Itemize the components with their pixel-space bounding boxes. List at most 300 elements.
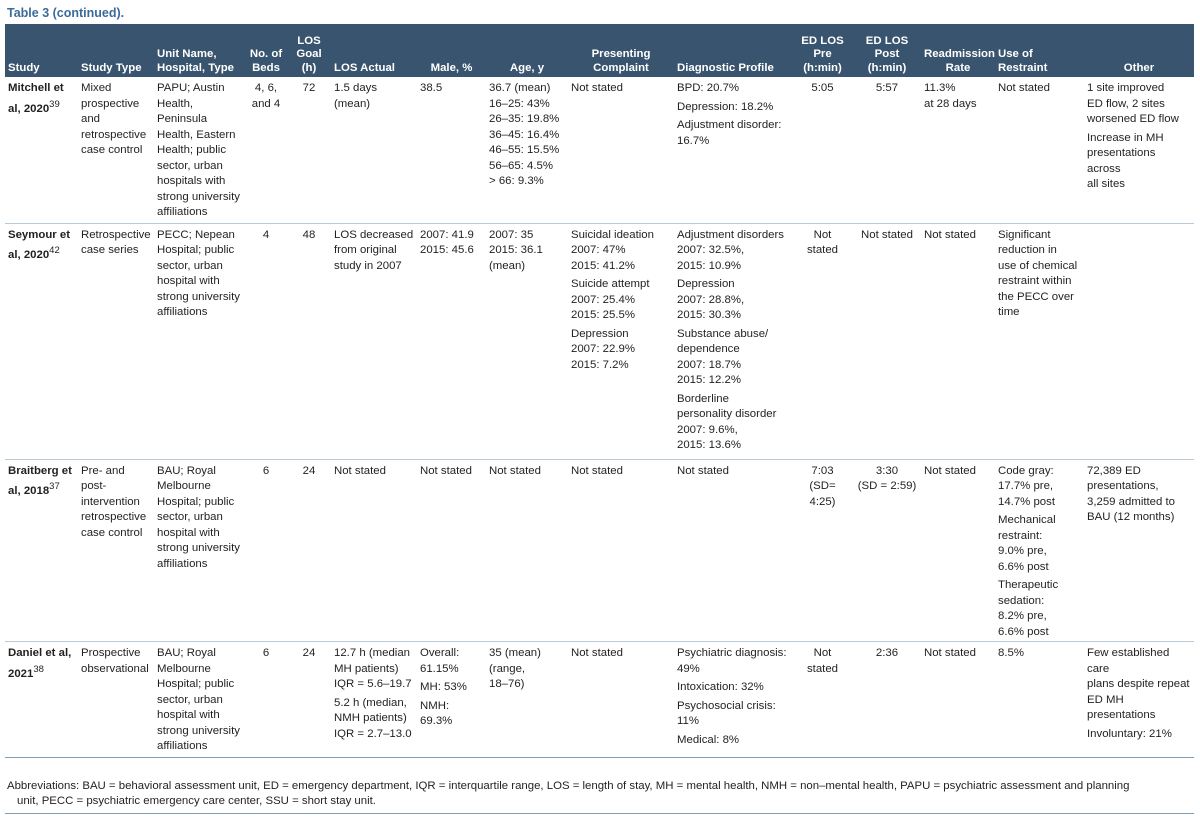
cell-text: 3,259 admitted to [1087,495,1176,508]
cell-text: strong university [157,290,240,303]
cell-group [334,81,414,112]
cell-text: Psychosocial crisis: [677,699,776,712]
cell-text: 17.7% pre, [998,480,1054,492]
cell-text: Code gray: [998,464,1054,477]
cell-text: Depression [677,278,735,290]
cell-los-actual [331,459,417,642]
cell-text: 2007: 28.8%, [677,293,745,306]
cell-age [486,77,568,223]
cell-text: 5:57 [875,82,899,94]
cell-text: Melbourne [157,662,211,675]
data-table [5,24,1194,758]
cell-text: and 4 [251,97,281,110]
cell-text: hospital with [157,526,220,539]
cell-text: 2015: 36.1 [489,244,543,256]
abbreviations-note [7,779,1187,809]
table-row [5,223,1194,459]
cell-group [677,81,789,97]
column-header-text: Rate [945,61,971,74]
column-header-ed-pre [792,24,853,77]
cell-text: Therapeutic [998,579,1059,591]
cell-ed-pre [792,223,853,459]
cell-text: (range, [489,662,526,675]
cell-text: case control [81,526,143,539]
cell-text: 6.6% post [998,625,1049,638]
cell-text: 14.7% post [998,495,1055,508]
cell-unit [154,459,245,642]
cell-text: Adjustment disorder: [677,119,782,131]
cell-text: 2015: 45.6 [420,244,474,256]
cell-text: Not stated [571,82,623,94]
column-header-ed-post [853,24,921,77]
cell-group [677,646,789,677]
reference-number: 38 [33,663,44,675]
cell-text: 2015: 10.9% [677,259,741,272]
cell-group [998,578,1081,640]
column-header-text: (h:min) [867,61,907,74]
cell-group [1087,727,1191,743]
cell-text: Not stated [861,228,913,241]
cell-text: Pre- and [81,464,125,477]
cell-text: 2015: 30.3% [677,309,741,321]
cell-text: 16–25: 43% [489,97,550,110]
cell-group [1087,131,1191,193]
cell-group [571,646,671,662]
cell-group [489,81,565,190]
cell-text: 56–65: 4.5% [489,159,553,172]
cell-text: Not [813,647,832,659]
column-header-los-goal [287,24,331,77]
column-header-text: LOS [297,34,321,47]
cell-text: reduction in [998,244,1057,256]
cell-ed-pre [792,642,853,758]
column-header-los-actual [331,24,417,77]
column-header-age [486,24,568,77]
cell-group [677,464,789,480]
cell-text: Health; public [157,144,227,156]
cell-group [998,81,1081,97]
cell-text: 1.5 days [334,82,378,94]
cell-readmission [921,223,995,459]
cell-text: presentations, [1087,480,1159,492]
cell-text: sector, urban [157,259,223,272]
cell-other [1084,223,1194,459]
cell-text: retrospective [81,511,147,523]
cell-text: Intoxication: 32% [677,681,764,693]
cell-group [1087,646,1191,724]
cell-unit [154,642,245,758]
cell-text: Medical: 8% [677,733,740,746]
cell-male [417,459,486,642]
cell-text: ED flow, 2 sites [1087,97,1165,110]
cell-text: Not stated [677,464,729,477]
cell-diagnostic [674,459,792,642]
cell-text: 2015: 41.2% [571,259,635,272]
cell-group [924,464,992,480]
table-row [5,459,1194,642]
cell-text: 6.6% post [998,560,1049,573]
column-header-readmission [921,24,995,77]
cell-text: PAPU; Austin [157,82,225,94]
cell-text: Adjustment disorders [677,228,784,241]
cell-text: BAU; Royal [157,647,216,659]
cell-text: (SD= 4:25) [809,480,836,508]
cell-text: 24 [302,464,316,477]
cell-restraint [995,77,1084,223]
cell-text: 49% [677,662,700,675]
cell-group [334,646,414,693]
reference-number: 42 [49,245,60,256]
cell-text: 72,389 ED [1087,464,1141,477]
cell-text: BAU; Royal [157,464,216,477]
column-header-text: Complaint [593,61,649,74]
cell-text: 61.15% [420,662,459,675]
cell-text: 2:36 [875,647,899,659]
cell-readmission [921,642,995,758]
cell-text: observational [81,662,149,675]
cell-beds [245,459,287,642]
cell-text: 1 site improved [1087,82,1165,94]
column-header-text: Use of Restraint [998,48,1048,74]
cell-text: 38.5 [420,82,443,94]
cell-text: 26–35: 19.8% [489,113,560,125]
cell-text: the PECC over [998,290,1074,303]
cell-text: (mean) [334,97,371,110]
table-row [5,77,1194,223]
cell-text: intervention [81,495,140,508]
cell-text: at 28 days [924,97,977,110]
cell-text: presentations across [1087,147,1156,175]
study-name: Daniel et al, 2021 [8,647,72,680]
cell-text: from original [334,244,397,256]
column-header-text: Diagnostic Profile [677,61,774,74]
cell-text: 5.2 h (median, [334,696,407,709]
cell-text: personality disorder [677,408,777,420]
cell-group [924,81,992,112]
cell-text: 2007: 32.5%, [677,244,745,256]
cell-text: Substance abuse/ [677,327,769,340]
cell-text: 6 [262,464,270,477]
cell-group [998,228,1081,321]
column-header-diagnostic [674,24,792,77]
cell-group [420,699,483,730]
cell-study-type [78,459,154,642]
cell-text: 2007: 47% [571,244,626,256]
cell-other [1084,77,1194,223]
header-row [5,24,1194,77]
cell-group [334,464,414,480]
cell-text: MH: 53% [420,681,467,693]
column-header-text: Pre [813,48,832,60]
cell-text: hospitals with [157,175,226,187]
study-name: Mitchell et al, 2020 [8,82,64,115]
cell-text: case control [81,144,143,156]
cell-text: 8.2% pre, [998,610,1047,622]
cell-group [420,464,483,480]
cell-beds [245,223,287,459]
cell-text: Health, Eastern [157,128,236,141]
column-header-text: No. of [249,48,283,60]
cell-text: Depression [571,327,629,340]
cell-text: Not stated [489,464,541,477]
cell-text: Hospital; public [157,495,235,508]
cell-text: retrospective [81,128,147,141]
cell-text: 2015: 7.2% [571,358,629,371]
cell-text: NMH patients) [334,712,407,724]
cell-text: time [998,306,1020,318]
cell-text: restraint: [998,529,1043,542]
cell-group [489,464,565,480]
column-header-text: Age, y [509,61,545,74]
cell-complaint [568,642,674,758]
column-header-text: Readmission [924,48,995,60]
column-header-text: Hospital, Type [157,61,235,74]
cell-text: sedation: [998,594,1045,607]
cell-study-type [78,642,154,758]
cell-group [571,81,671,97]
cell-text: 4 [262,228,270,241]
cell-text: Not stated [924,228,976,241]
cell-los-goal [287,77,331,223]
cell-text: 2015: 25.5% [571,309,635,321]
cell-text: > 66: 9.3% [489,175,544,187]
cell-text: 2007: 41.9 [420,228,474,241]
cell-restraint [995,642,1084,758]
cell-text: affiliations [157,206,208,218]
cell-text: and [81,113,101,125]
cell-text: restraint within [998,275,1072,287]
cell-text: 35 (mean) [489,647,541,659]
cell-complaint [568,459,674,642]
cell-group [998,464,1081,511]
cell-text: Significant [998,228,1051,241]
cell-restraint [995,223,1084,459]
column-header-text: Unit Name, [157,48,217,60]
cell-text: 3:30 [875,464,899,477]
cell-group [677,680,789,696]
cell-text: Prospective [81,647,141,659]
cell-text: (SD = 2:59) [857,480,917,492]
cell-text: Melbourne [157,480,211,492]
cell-text: Not stated [924,647,976,659]
column-header-text: Study [8,61,40,74]
cell-complaint [568,223,674,459]
cell-text: MH patients) [334,662,399,675]
cell-text: Involuntary: 21% [1087,727,1172,740]
cell-group [677,100,789,116]
cell-text: use of chemical [998,259,1078,272]
cell-ed-post [853,223,921,459]
cell-text: Suicidal ideation [571,228,654,241]
cell-text: 2007: 22.9% [571,343,635,355]
cell-group [571,464,671,480]
cell-los-actual [331,77,417,223]
cell-age [486,223,568,459]
cell-male [417,223,486,459]
cell-text: Health, [157,97,194,110]
cell-text: Not stated [334,464,386,477]
cell-diagnostic [674,642,792,758]
cell-group [334,228,414,275]
cell-readmission [921,77,995,223]
cell-text: 24 [302,647,316,659]
cell-text: Mixed [81,82,112,94]
cell-text: 2007: 25.4% [571,293,635,306]
cell-restraint [995,459,1084,642]
column-header-text: Presenting [591,48,651,60]
cell-text: stated [806,662,839,675]
cell-other [1084,459,1194,642]
cell-los-actual [331,642,417,758]
cell-text: 11.3% [924,82,956,94]
cell-text: study in 2007 [334,259,402,272]
cell-text: strong university [157,724,240,737]
cell-study-type [78,223,154,459]
cell-group [677,118,789,149]
cell-group [420,680,483,696]
column-header-male [417,24,486,77]
cell-text: Not [813,228,832,241]
cell-group [571,327,671,374]
cell-group [571,228,671,275]
cell-group [677,327,789,389]
cell-text: (mean) [489,259,526,272]
study-name: Braitberg et al, 2018 [8,464,72,497]
cell-text: ED MH presentations [1087,693,1156,721]
cell-text: BPD: 20.7% [677,82,740,94]
cell-text: 7:03 [811,464,834,477]
column-header-restraint [995,24,1084,77]
cell-text: IQR = 5.6–19.7 [334,678,412,690]
cell-group [420,646,483,677]
cell-diagnostic [674,77,792,223]
column-header-study [5,24,78,77]
cell-los-actual [331,223,417,459]
cell-los-goal [287,223,331,459]
cell-text: plans despite repeat [1087,678,1190,690]
reference-number: 39 [49,98,60,110]
cell-text: 6 [262,647,270,659]
cell-text: stated [806,244,839,256]
cell-age [486,642,568,758]
cell-text: 2015: 12.2% [677,374,741,386]
cell-text: Not stated [924,464,976,477]
cell-text: 48 [302,228,316,241]
cell-ed-post [853,77,921,223]
cell-text: sector, urban [157,159,223,172]
cell-text: 9.0% pre, [998,545,1047,557]
cell-ed-post [853,459,921,642]
cell-text: affiliations [157,557,208,570]
cell-group [924,228,992,244]
cell-complaint [568,77,674,223]
table-row [5,642,1194,758]
cell-text: Peninsula [157,113,208,125]
column-header-text: Study Type [81,61,142,74]
cell-text: Depression: 18.2% [677,100,774,113]
column-header-text: Male, % [430,61,473,74]
cell-text: strong university [157,542,240,554]
cell-text: 4, 6, [254,82,278,94]
cell-text: NMH: [420,699,450,712]
cell-text: hospital with [157,709,220,721]
cell-text: 2015: 13.6% [677,439,741,451]
cell-text: case series [81,244,139,256]
cell-text: Not stated [420,464,472,477]
cell-beds [245,642,287,758]
cell-text: LOS decreased [334,228,414,241]
column-header-complaint [568,24,674,77]
cell-group [1087,464,1191,526]
table-caption: Table 3 (continued). [7,6,125,20]
cell-study-type [78,77,154,223]
cell-study [5,642,78,758]
footer-rule [5,813,1194,814]
cell-other [1084,642,1194,758]
cell-group [998,646,1081,662]
cell-text: sector, urban [157,511,223,523]
cell-text: 12.7 h (median [334,647,410,659]
column-header-other [1084,24,1194,77]
cell-text: worsened ED flow [1087,113,1179,125]
cell-text: Mechanical [998,514,1056,526]
abbreviations-line-1: Abbreviations: BAU = behavioral assessment unit, ED = emergency department, IQR = interquartile range, LOS = length of stay, MH = mental health, NMH = non–mental health, PAPU = psychiatric assessment and planning [7,780,1130,792]
column-header-text: (h:min) [803,61,842,74]
cell-text: IQR = 2.7–13.0 [334,727,412,740]
cell-group [998,513,1081,575]
column-header-text: ED LOS [865,34,909,47]
cell-text: dependence [677,343,740,355]
column-header-text: Goal [296,48,322,60]
cell-ed-pre [792,77,853,223]
column-header-beds [245,24,287,77]
cell-study [5,459,78,642]
cell-text: 11% [677,715,699,727]
cell-text: Overall: [420,647,460,659]
cell-group [420,228,483,259]
abbreviations-line-2: unit, PECC = psychiatric emergency care center, SSU = short stay unit. [17,795,376,807]
cell-text: Not stated [571,647,623,659]
cell-group [677,228,789,275]
cell-male [417,77,486,223]
cell-text: 2007: 18.7% [677,358,741,371]
cell-group [677,277,789,324]
cell-beds [245,77,287,223]
cell-text: Few established care [1087,647,1170,675]
cell-text: 69.3% [420,715,453,727]
cell-text: 36–45: 16.4% [489,128,560,141]
cell-text: 36.7 (mean) [489,82,551,94]
column-header-text: Beds [252,61,280,74]
cell-age [486,459,568,642]
cell-group [420,81,483,97]
cell-text: post- [81,480,107,492]
cell-text: Hospital; public [157,678,235,690]
cell-text: Not stated [998,82,1050,94]
cell-text: BAU (12 months) [1087,511,1175,523]
cell-text: affiliations [157,740,208,752]
cell-diagnostic [674,223,792,459]
cell-text: PECC; Nepean [157,228,235,241]
column-header-unit [154,24,245,77]
cell-text: prospective [81,97,140,110]
cell-text: Borderline [677,392,729,405]
cell-group [571,277,671,324]
cell-ed-post [853,642,921,758]
table-body [5,77,1194,758]
cell-text: Increase in MH [1087,131,1164,144]
cell-group [924,646,992,662]
